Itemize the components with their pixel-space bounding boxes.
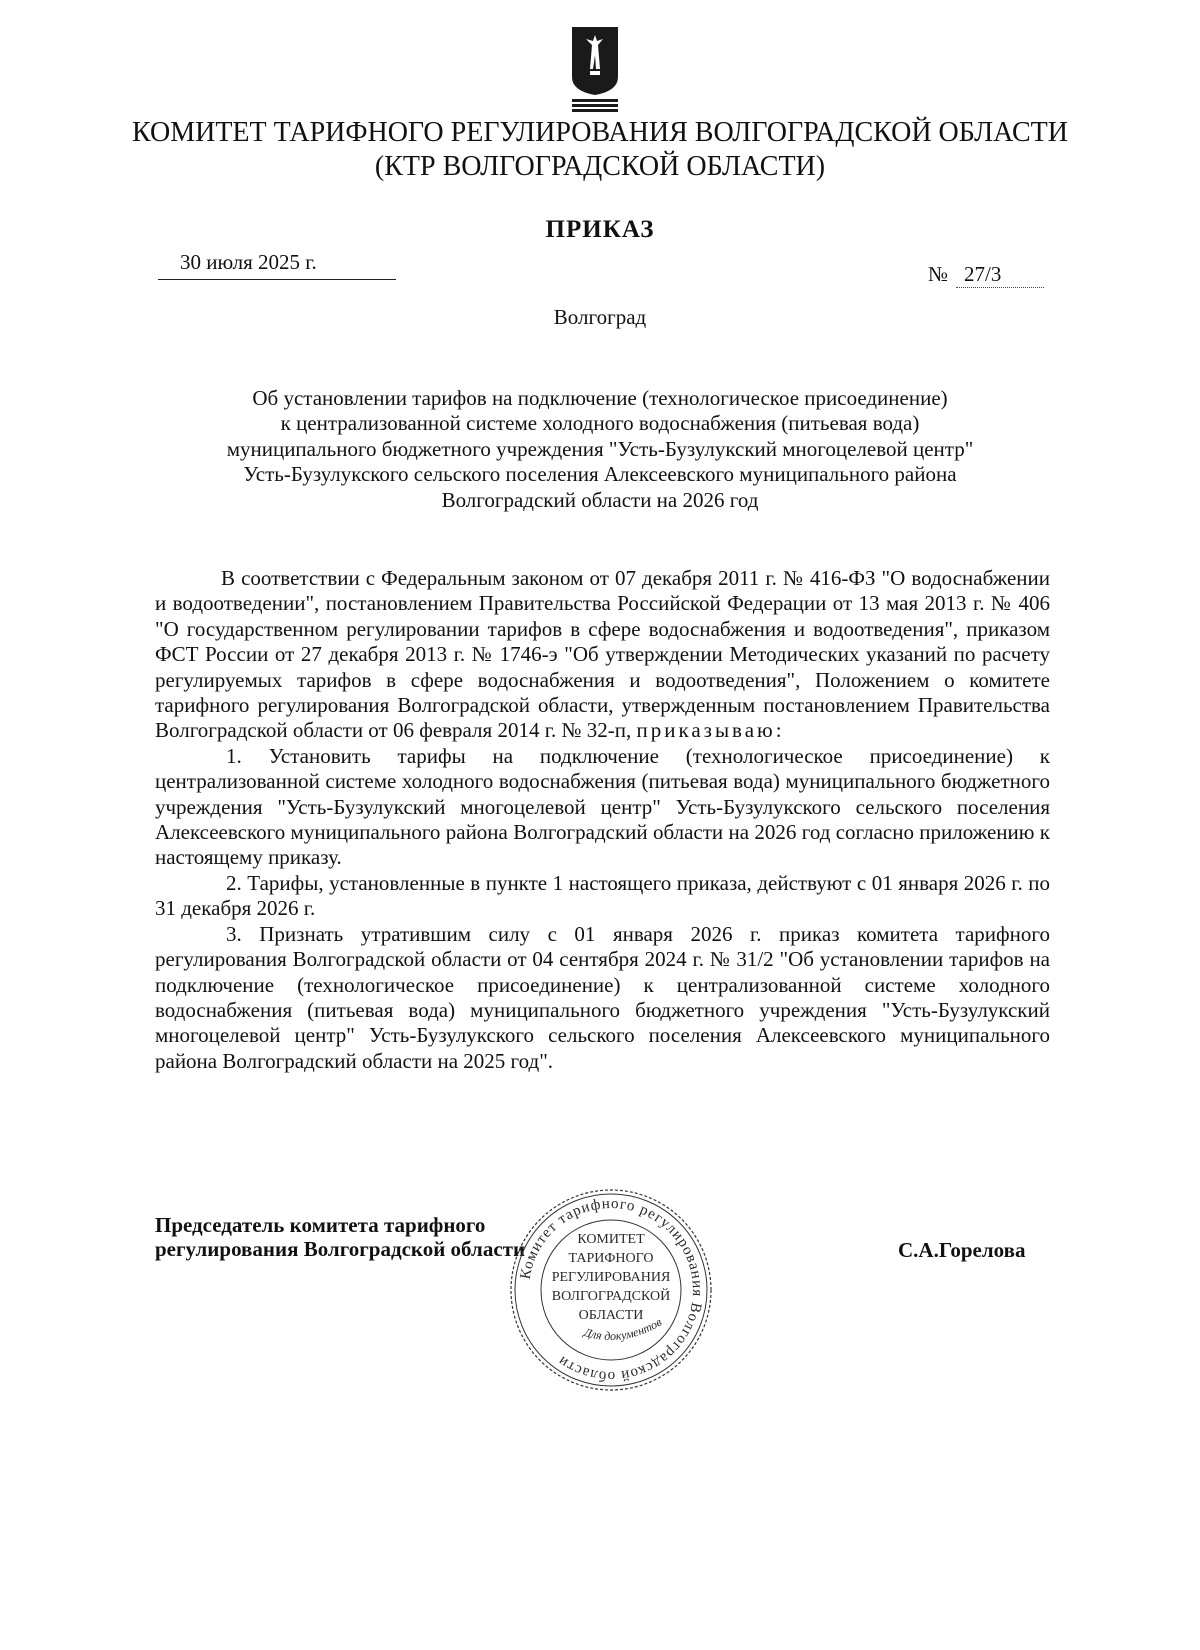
signer-position-line: регулирования Волгоградской области <box>155 1237 526 1261</box>
order-item-3: 3. Признать утратившим силу с 01 января 2026 г. приказ комитета тарифного регулирования Волгоградской области от 04 сентября 2024 г. № 31/2 "Об установлении тарифов на подключение (технологическое присоединение) к централизованной системе холодного водоснабжения (питьевая вода) муниципального бюджетного учреждения "Усть-Бузулукский многоцелевой центр" Усть-Бузулукского сельского поселения Алексеевского муниципального района Волгоградский области на 2025 год". <box>155 921 1050 1073</box>
coat-of-arms-emblem <box>570 25 620 115</box>
order-word: приказываю: <box>636 718 785 743</box>
stamp-ring-text: Комитет тарифного регулирования Волгоградской области <box>517 1195 706 1385</box>
signature-block <box>155 1213 525 1261</box>
city: Волгоград <box>553 305 647 329</box>
stamp-line: ВОЛГОГРАДСКОЙ <box>551 1289 671 1304</box>
order-body <box>155 566 1050 1074</box>
subject-line: Волгоградский области на 2026 год <box>441 487 759 512</box>
subject-line: Усть-Бузулукского сельского поселения Алексеевского муниципального района <box>243 462 957 487</box>
subject-line: муниципального бюджетного учреждения "Усть-Бузулукский многоцелевой центр" <box>226 436 974 461</box>
stamp-bottom-text: Для документов <box>582 1314 665 1344</box>
stamp-line: ОБЛАСТИ <box>578 1308 644 1323</box>
stamp-line: РЕГУЛИРОВАНИЯ <box>551 1270 671 1285</box>
order-subject <box>150 386 1050 513</box>
order-number: 27/3 <box>956 262 1044 288</box>
preamble-text: В соответствии с Федеральным законом от 07 декабря 2011 г. № 416-ФЗ "О водоснабжении и водоотведении", постановлением Правительства Российской Федерации от 13 мая 2013 г. № 406 "О государственном регулировании тарифов в сфере водоснабжения и водоотведения", приказом ФСТ России от 27 декабря 2013 г. № 1746-э "Об утверждении Методических указаний по расчету регулируемых тарифов в сфере водоснабжения и водоотведения", Положением о комитете тарифного регулирования Волгоградской области, утвержденным постановлением Правительства Волгоградской области от 06 февраля 2014 г. № 32-п, <box>155 566 1050 743</box>
signer-position-line: Председатель комитета тарифного <box>155 1213 486 1237</box>
stamp-line: ТАРИФНОГО <box>568 1251 654 1266</box>
order-item-2: 2. Тарифы, установленные в пункте 1 настоящего приказа, действуют с 01 января 2026 г. по 31 декабря 2026 г. <box>155 870 1050 921</box>
stamp-line: КОМИТЕТ <box>577 1232 645 1247</box>
signer-name: С.А.Горелова <box>898 1238 1026 1262</box>
official-stamp <box>506 1185 716 1395</box>
organization-abbreviation: (КТР ВОЛГОГРАДСКОЙ ОБЛАСТИ) <box>374 151 826 182</box>
stamp-center-text <box>506 1230 716 1325</box>
number-sign: № <box>928 262 949 286</box>
preamble-paragraph <box>155 566 1050 744</box>
subject-line: Об установлении тарифов на подключение (технологическое присоединение) <box>252 386 948 410</box>
subject-line: к централизованной системе холодного водоснабжения (питьевая вода) <box>280 411 920 436</box>
organization-name: КОМИТЕТ ТАРИФНОГО РЕГУЛИРОВАНИЯ ВОЛГОГРАДСКОЙ ОБЛАСТИ <box>132 117 1068 148</box>
organization-title <box>100 116 1100 184</box>
document-type: ПРИКАЗ <box>545 216 655 243</box>
order-item-1: 1. Установить тарифы на подключение (технологическое присоединение) к централизованной системе холодного водоснабжения (питьевая вода) муниципального бюджетного учреждения "Усть-Бузулукский многоцелевой центр" Усть-Бузулукского сельского поселения Алексеевского муниципального района Волгоградский области на 2026 год согласно приложению к настоящему приказу. <box>155 743 1050 870</box>
order-date: 30 июля 2025 г. <box>158 250 396 280</box>
order-number-field <box>928 262 1044 288</box>
